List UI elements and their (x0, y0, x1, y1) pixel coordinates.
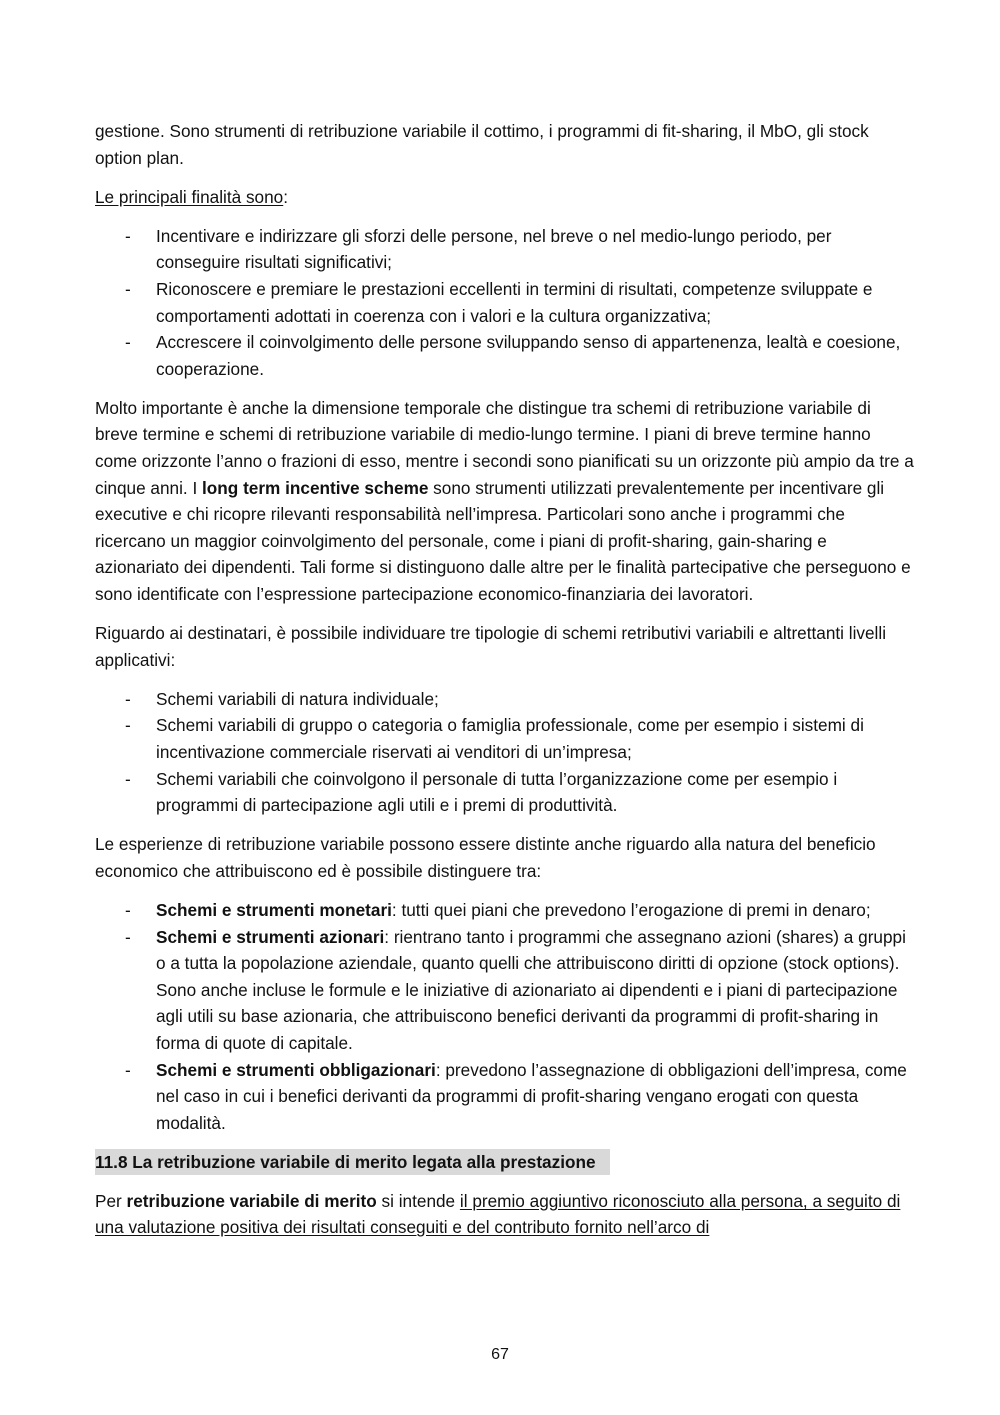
destinatari-lead: Riguardo ai destinatari, è possibile individuare tre tipologie di schemi retributivi variabili e altrettanti livelli applicativi: (95, 623, 887, 670)
list-item: - Accrescere il coinvolgimento delle persone sviluppando senso di appartenenza, lealtà e coesione, cooperazione. (95, 329, 915, 382)
merito-prefix: Per (95, 1190, 127, 1211)
page-number: 67 (491, 1346, 509, 1363)
merito-paragraph (95, 1188, 915, 1241)
list-item-bold: Schemi e strumenti azionari (156, 926, 385, 947)
list-item-text: : prevedono l’assegnazione di obbligazioni dell’impresa, come nel caso in cui i benefici derivanti da programmi di profit-sharing vengano erogati con questa modalità. (156, 1059, 907, 1133)
list-item: - Schemi variabili che coinvolgono il personale di tutta l’organizzazione come per esempio i programmi di partecipazione agli utili e i premi di produttività. (95, 766, 915, 819)
list-item (95, 897, 915, 924)
merito-bold: retribuzione variabile di merito (126, 1190, 377, 1211)
destinatari-list (95, 686, 915, 819)
temporale-text-1: Molto importante è anche la dimensione temporale che distingue tra schemi di retribuzione variabile di breve termine e schemi di retribuzione variabile di medio-lungo termine. I piani di breve termine hanno come orizzonte l’anno o frazioni di esso, mentre i secondi sono pianificati su un orizzonte più ampio da tre a cinque anni. I (95, 397, 914, 498)
list-item: - Riconoscere e premiare le prestazioni eccellenti in termini di risultati, competenze sviluppate e comportamenti adottati in coerenza con i valori e la cultura organizzativa; (95, 276, 915, 329)
list-item: - Schemi variabili di natura individuale; (95, 686, 915, 713)
temporale-text-2: sono strumenti utilizzati prevalentemente per incentivare gli executive e chi ricopre rilevanti responsabilità nell’impresa. Particolari sono anche i programmi che ricercano un maggior coinvolgimento del personale, come i piani di profit-sharing, gain-sharing e azionariato dei dipendenti. Tali forme si distinguono dalle altre per le finalità partecipative che perseguono e sono identificate con l’espressione partecipazione economico-finanziaria dei lavoratori. (95, 477, 911, 604)
intro-paragraph: gestione. Sono strumenti di retribuzione variabile il cottimo, i programmi di fit-sharing, il MbO, gli stock option plan. (95, 121, 869, 168)
list-item (95, 1057, 915, 1137)
merito-middle: si intende (376, 1190, 460, 1211)
list-item: - Schemi variabili di gruppo o categoria o famiglia professionale, come per esempio i sistemi di incentivazione commerciale riservati ai venditori di un’impresa; (95, 712, 915, 765)
natura-list (95, 897, 915, 1136)
temporale-bold: long term incentive scheme (202, 477, 429, 498)
list-item-bold: Schemi e strumenti monetari (156, 899, 392, 920)
temporale-paragraph (95, 395, 915, 608)
merito-underlined: il premio aggiuntivo riconosciuto alla persona, a seguito di una valutazione positiva dei risultati conseguiti e del contributo fornito nell’arco di (95, 1190, 901, 1238)
list-item-text: : rientrano tanto i programmi che assegnano azioni (shares) a gruppi o a tutta la popolazione aziendale, quanto quelli che attribuiscono diritti di opzione (stock options). Sono anche incluse le formule e le iniziative di azionariato ai dipendenti e i piani di partecipazione agli utili su base azionaria, che attribuiscono benefici derivanti da programmi di profit-sharing in forma di quote di capitale. (156, 926, 906, 1053)
list-item-text: : tutti quei piani che prevedono l’erogazione di premi in denaro; (391, 899, 871, 920)
finalita-lead-underlined: Le principali finalità sono (95, 186, 284, 207)
list-item (95, 924, 915, 1057)
finalita-lead (95, 184, 915, 211)
finalita-lead-colon: : (283, 186, 289, 207)
finalita-list (95, 223, 915, 383)
list-item: - Incentivare e indirizzare gli sforzi delle persone, nel breve o nel medio-lungo periodo, per conseguire risultati significativi; (95, 223, 915, 276)
section-heading: 11.8 La retribuzione variabile di merito legata alla prestazione (95, 1149, 610, 1176)
natura-lead: Le esperienze di retribuzione variabile possono essere distinte anche riguardo alla natura del beneficio economico che attribuiscono ed è possibile distinguere tra: (95, 834, 876, 881)
list-item-bold: Schemi e strumenti obbligazionari (156, 1059, 436, 1080)
page-body (95, 118, 915, 1254)
